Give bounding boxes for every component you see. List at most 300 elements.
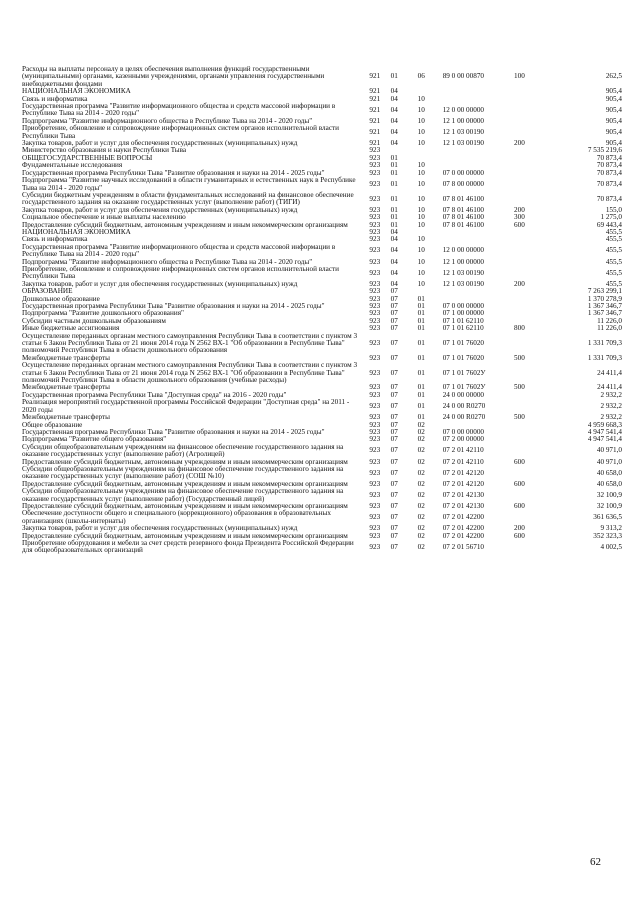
row-rz-code: 07 — [390, 294, 398, 303]
row-vr-code: 500 — [514, 413, 525, 422]
row-sum: 70 873,4 — [596, 153, 622, 162]
row-vr-code: 600 — [514, 531, 525, 540]
row-pr-code: 01 — [417, 383, 425, 392]
row-pr-code: 01 — [417, 390, 425, 399]
row-name: Подпрограмма "Развитие дошкольного образования" — [22, 309, 184, 318]
row-cs-code: 12 0 00 00000 — [442, 246, 485, 255]
row-gr-code: 923 — [369, 446, 381, 455]
row-sum: 40 658,0 — [596, 468, 622, 477]
row-pr-code: 01 — [417, 401, 425, 410]
row-sum: 155,0 — [605, 205, 622, 214]
row-rz-code: 07 — [390, 524, 398, 533]
row-name: Общее образование — [22, 420, 83, 429]
row-vr-code: 600 — [514, 501, 525, 510]
row-name: Осуществление переданных органам местного самоуправления Республики Тыва в соответствии с пунктом 3 статьи 6 Закон Республики Тыва от 21 июня 2014 года N 2562 ВХ-1 "Об образовании в Республике Тыва" полномочий Республики Тыва в области дошкольного образования (учебные расходы) — [22, 361, 358, 385]
row-gr-code: 923 — [369, 309, 381, 318]
row-name: Подпрограмма "Развитие научных исследований в области гуманитарных и естественных наук в Республике Тыва на 2014 - 2020 годы" — [22, 176, 356, 192]
row-gr-code: 923 — [369, 435, 381, 444]
row-cs-code: 07 2 01 42200 — [442, 524, 485, 533]
row-rz-code: 04 — [390, 257, 398, 266]
row-name: Субсидии общеобразовательным учреждениям на финансовое обеспечение государственного задания на оказание государственных услуг (выполнение работ) (Агролицей) — [22, 442, 344, 459]
table-row — [22, 488, 622, 503]
row-rz-code: 04 — [390, 94, 398, 103]
row-pr-code: 02 — [417, 468, 425, 477]
row-gr-code: 923 — [369, 427, 381, 436]
row-rz-code: 04 — [390, 279, 398, 288]
row-cs-code: 24 0 00 R0270 — [442, 401, 486, 410]
row-vr-code: 600 — [514, 457, 525, 466]
row-gr-code: 921 — [369, 94, 381, 103]
row-pr-code: 10 — [417, 127, 425, 136]
row-pr-code: 01 — [417, 316, 425, 325]
row-name: Подпрограмма "Развитие информационного общества в Республике Тыва на 2014 - 2020 годы" — [22, 257, 313, 266]
row-name: Субсидии частным дошкольным образованиям — [22, 316, 166, 325]
row-sum: 24 411,4 — [597, 368, 622, 377]
row-pr-code: 10 — [417, 105, 425, 114]
row-cs-code: 12 1 00 00000 — [442, 257, 485, 266]
row-cs-code: 07 2 01 42200 — [442, 531, 485, 540]
row-sum: 361 636,5 — [593, 513, 622, 522]
row-cs-code: 12 0 00 00000 — [442, 105, 485, 114]
row-name: Приобретение, обновление и сопровождение информационных систем органов исполнительной власти Республики Тыва — [22, 124, 340, 140]
row-cs-code: 07 2 01 56710 — [442, 542, 485, 551]
row-gr-code: 923 — [369, 413, 381, 422]
row-cs-code: 89 0 00 00870 — [442, 72, 485, 81]
row-pr-code: 10 — [417, 139, 425, 148]
row-cs-code: 07 2 01 42200 — [442, 513, 485, 522]
row-gr-code: 923 — [369, 179, 381, 188]
row-pr-code: 01 — [417, 309, 425, 318]
row-cs-code: 07 1 01 62110 — [442, 324, 484, 333]
row-sum: 455,5 — [605, 279, 622, 288]
row-name: Дошкольное образование — [22, 294, 100, 303]
row-cs-code: 12 1 03 00190 — [442, 279, 485, 288]
row-sum: 1 331 709,3 — [587, 353, 622, 362]
row-vr-code: 200 — [514, 524, 525, 533]
row-name: Приобретение оборудования и мебели за счет средств резервного фонда Президента Российской Федерации для общеобразовательных организаций — [22, 539, 354, 555]
row-sum: 7 263 299,1 — [587, 287, 622, 296]
row-gr-code: 923 — [369, 353, 381, 362]
row-name: Предоставление субсидий бюджетным, автономным учреждениям и иным некоммерческим организациям — [22, 457, 348, 466]
row-sum: 455,5 — [605, 246, 622, 255]
row-sum: 905,4 — [605, 139, 622, 148]
row-sum: 4 947 541,4 — [587, 427, 622, 436]
row-sum: 4 947 541,4 — [587, 435, 622, 444]
table-row — [22, 466, 622, 481]
row-rz-code: 07 — [390, 309, 398, 318]
row-rz-code: 01 — [390, 72, 398, 81]
row-gr-code: 923 — [369, 257, 381, 266]
row-pr-code: 10 — [417, 179, 425, 188]
row-cs-code: 07 2 01 42110 — [442, 457, 484, 466]
row-sum: 11 226,0 — [597, 324, 622, 333]
row-name: Фундаментальные исследования — [22, 161, 123, 170]
row-rz-code: 07 — [390, 479, 398, 488]
row-gr-code: 923 — [369, 501, 381, 510]
row-pr-code: 10 — [417, 235, 425, 244]
row-sum: 455,5 — [605, 235, 622, 244]
row-rz-code: 07 — [390, 324, 398, 333]
row-sum: 905,4 — [605, 127, 622, 136]
row-gr-code: 923 — [369, 390, 381, 399]
table-row — [22, 444, 622, 459]
row-vr-code: 300 — [514, 213, 525, 222]
row-sum: 4 959 668,3 — [587, 420, 622, 429]
row-name: Иные бюджетные ассигнования — [22, 324, 120, 333]
row-rz-code: 07 — [390, 420, 398, 429]
row-sum: 905,4 — [605, 94, 622, 103]
row-cs-code: 07 8 01 46100 — [442, 194, 485, 203]
row-rz-code: 07 — [390, 513, 398, 522]
row-cs-code: 12 1 03 00190 — [442, 127, 485, 136]
row-gr-code: 923 — [369, 383, 381, 392]
row-gr-code: 923 — [369, 220, 381, 229]
row-sum: 11 226,0 — [597, 316, 622, 325]
row-sum: 4 002,5 — [600, 542, 622, 551]
row-pr-code: 01 — [417, 324, 425, 333]
row-rz-code: 07 — [390, 390, 398, 399]
row-gr-code: 923 — [369, 302, 381, 310]
row-rz-code: 07 — [390, 383, 398, 392]
row-gr-code: 923 — [369, 246, 381, 255]
row-rz-code: 07 — [390, 413, 398, 422]
table-row — [22, 103, 622, 118]
row-pr-code: 02 — [417, 420, 425, 429]
row-cs-code: 07 1 01 62110 — [442, 316, 484, 325]
row-sum: 40 971,0 — [596, 457, 622, 466]
row-gr-code: 923 — [369, 153, 381, 162]
row-pr-code: 01 — [417, 294, 425, 303]
row-rz-code: 07 — [390, 368, 398, 377]
row-name: Связь и информатика — [22, 235, 88, 244]
row-name: Осуществление переданных органам местного самоуправления Республики Тыва в соответствии с пунктом 3 статьи 6 Закон Республики Тыва от 21 июня 2014 года N 2562 ВХ-1 "Об образовании в Республике Тыва" полномочий Республики Тыва в области дошкольного образования — [22, 331, 358, 355]
table-row — [22, 399, 622, 414]
row-name: Подпрограмма "Развитие общего образования" — [22, 435, 167, 444]
row-pr-code: 10 — [417, 116, 425, 125]
row-sum: 70 873,4 — [596, 194, 622, 203]
row-name: НАЦИОНАЛЬНАЯ ЭКОНОМИКА — [22, 227, 131, 236]
row-cs-code: 07 2 01 42130 — [442, 490, 485, 499]
row-cs-code: 12 1 00 00000 — [442, 116, 485, 125]
row-rz-code: 07 — [390, 427, 398, 436]
row-gr-code: 923 — [369, 279, 381, 288]
row-pr-code: 10 — [417, 213, 425, 222]
row-sum: 905,4 — [605, 105, 622, 114]
row-sum: 70 873,4 — [596, 168, 622, 177]
row-cs-code: 07 2 01 42120 — [442, 479, 485, 488]
table-row — [22, 192, 622, 207]
row-rz-code: 01 — [390, 194, 398, 203]
row-sum: 70 873,4 — [596, 161, 622, 170]
row-pr-code: 02 — [417, 531, 425, 540]
row-pr-code: 10 — [417, 220, 425, 229]
row-gr-code: 923 — [369, 401, 381, 410]
row-sum: 32 100,9 — [596, 490, 622, 499]
row-gr-code: 923 — [369, 146, 381, 155]
row-sum: 1 367 346,7 — [587, 302, 622, 310]
row-gr-code: 923 — [369, 524, 381, 533]
table-row — [22, 362, 622, 384]
row-sum: 40 658,0 — [596, 479, 622, 488]
row-rz-code: 07 — [390, 468, 398, 477]
row-gr-code: 923 — [369, 316, 381, 325]
row-rz-code: 07 — [390, 339, 398, 348]
row-name: Межбюджетные трансферты — [22, 383, 110, 392]
row-rz-code: 01 — [390, 161, 398, 170]
table-row — [22, 333, 622, 355]
row-sum: 455,5 — [605, 227, 622, 236]
row-cs-code: 07 0 00 00000 — [442, 427, 485, 436]
row-sum: 2 932,2 — [600, 413, 622, 422]
row-gr-code: 923 — [369, 490, 381, 499]
row-rz-code: 07 — [390, 316, 398, 325]
row-name: Социальное обеспечение и иные выплаты населению — [22, 213, 186, 222]
row-rz-code: 07 — [390, 446, 398, 455]
row-name: Государственная программа Республики Тыва "Доступная среда" на 2016 - 2020 годы" — [22, 390, 287, 399]
row-rz-code: 04 — [390, 139, 398, 148]
row-sum: 24 411,4 — [597, 383, 622, 392]
table-row — [22, 414, 622, 421]
row-cs-code: 07 1 01 7602У — [442, 368, 486, 377]
row-sum: 2 932,2 — [600, 401, 622, 410]
row-rz-code: 07 — [390, 490, 398, 499]
row-rz-code: 04 — [390, 268, 398, 277]
row-cs-code: 07 0 00 00000 — [442, 302, 485, 310]
row-pr-code: 01 — [417, 353, 425, 362]
row-name: Субсидии бюджетным учреждениям в области фундаментальных исследований на финансовое обеспечение государственного задания на оказание государственных услуг (выполнение работ) (ТИГИ) — [22, 190, 354, 207]
row-rz-code: 01 — [390, 205, 398, 214]
table-row — [22, 510, 622, 525]
row-name: Государственная программа Республики Тыва "Развитие образования и науки на 2014 - 2025 годы" — [22, 302, 325, 310]
row-vr-code: 500 — [514, 353, 525, 362]
row-pr-code: 02 — [417, 513, 425, 522]
row-gr-code: 921 — [369, 127, 381, 136]
row-gr-code: 923 — [369, 420, 381, 429]
row-gr-code: 923 — [369, 457, 381, 466]
table-row — [22, 88, 622, 95]
row-sum: 905,4 — [605, 87, 622, 96]
row-name: ОБЩЕГОСУДАРСТВЕННЫЕ ВОПРОСЫ — [22, 153, 153, 162]
row-rz-code: 04 — [390, 105, 398, 114]
row-name: ОБРАЗОВАНИЕ — [22, 287, 73, 296]
row-rz-code: 04 — [390, 227, 398, 236]
table-row — [22, 266, 622, 281]
row-pr-code: 02 — [417, 446, 425, 455]
row-sum: 455,5 — [605, 268, 622, 277]
row-pr-code: 02 — [417, 524, 425, 533]
row-pr-code: 02 — [417, 457, 425, 466]
row-sum: 2 932,2 — [600, 390, 622, 399]
row-name: НАЦИОНАЛЬНАЯ ЭКОНОМИКА — [22, 87, 131, 96]
row-pr-code: 06 — [417, 72, 425, 81]
row-pr-code: 01 — [417, 413, 425, 422]
row-rz-code: 07 — [390, 401, 398, 410]
row-gr-code: 921 — [369, 139, 381, 148]
row-pr-code: 10 — [417, 205, 425, 214]
row-gr-code: 923 — [369, 542, 381, 551]
row-sum: 262,5 — [605, 72, 622, 81]
row-name: Межбюджетные трансферты — [22, 353, 110, 362]
row-name: Предоставление субсидий бюджетным, автономным учреждениям и иным некоммерческим организациям — [22, 531, 348, 540]
row-gr-code: 923 — [369, 205, 381, 214]
row-sum: 69 443,4 — [596, 220, 622, 229]
row-name: Государственная программа "Развитие информационного общества и средств массовой информации в Республике Тыва на 2014 - 2020 годы" — [22, 242, 336, 259]
row-gr-code: 923 — [369, 339, 381, 348]
row-cs-code: 07 2 01 42130 — [442, 501, 485, 510]
row-rz-code: 01 — [390, 220, 398, 229]
table-row — [22, 177, 622, 192]
row-pr-code: 01 — [417, 339, 425, 348]
row-name: Министерство образования и науки Республики Тыва — [22, 146, 187, 155]
row-name: Закупка товаров, работ и услуг для обеспечения государственных (муниципальных) нужд — [22, 524, 298, 533]
row-pr-code: 10 — [417, 257, 425, 266]
row-rz-code: 07 — [390, 531, 398, 540]
row-cs-code: 07 1 01 7602У — [442, 383, 486, 392]
row-vr-code: 100 — [514, 72, 525, 81]
row-pr-code: 10 — [417, 194, 425, 203]
row-pr-code: 02 — [417, 479, 425, 488]
row-name: Подпрограмма "Развитие информационного общества в Республике Тыва на 2014 - 2020 годы" — [22, 116, 313, 125]
row-name: Субсидии общеобразовательным учреждениям на финансовое обеспечение государственного задания на оказание государственных услуг (выполнение работ) (СОШ №10) — [22, 464, 344, 481]
row-rz-code: 04 — [390, 235, 398, 244]
row-gr-code: 921 — [369, 72, 381, 81]
row-pr-code: 02 — [417, 490, 425, 499]
row-pr-code: 10 — [417, 161, 425, 170]
row-vr-code: 200 — [514, 279, 525, 288]
row-gr-code: 923 — [369, 513, 381, 522]
table-row — [22, 244, 622, 259]
row-pr-code: 02 — [417, 435, 425, 444]
row-name: Государственная программа Республики Тыва "Развитие образования и науки на 2014 - 2025 годы" — [22, 427, 325, 436]
row-cs-code: 07 2 01 42110 — [442, 446, 484, 455]
row-name: Предоставление субсидий бюджетным, автономным учреждениям и иным некоммерческим организациям — [22, 479, 348, 488]
row-rz-code: 07 — [390, 542, 398, 551]
row-rz-code: 07 — [390, 457, 398, 466]
row-sum: 9 313,2 — [600, 524, 622, 533]
row-name: Закупка товаров, работ и услуг для обеспечения государственных (муниципальных) нужд — [22, 205, 298, 214]
row-sum: 32 100,9 — [596, 501, 622, 510]
row-sum: 1 367 346,7 — [587, 309, 622, 318]
row-pr-code: 10 — [417, 168, 425, 177]
row-pr-code: 10 — [417, 279, 425, 288]
row-pr-code: 10 — [417, 94, 425, 103]
row-pr-code: 10 — [417, 268, 425, 277]
row-pr-code: 02 — [417, 501, 425, 510]
row-gr-code: 923 — [369, 168, 381, 177]
row-cs-code: 24 0 00 00000 — [442, 390, 485, 399]
row-sum: 1 370 278,9 — [587, 294, 622, 303]
row-cs-code: 24 0 00 R0270 — [442, 413, 486, 422]
row-cs-code: 07 1 01 76020 — [442, 353, 485, 362]
row-gr-code: 923 — [369, 294, 381, 303]
row-name: Обеспечение доступности общего и специального (коррекционного) образования в образовательных организациях (школы-интернаты) — [22, 509, 331, 525]
row-rz-code: 04 — [390, 87, 398, 96]
row-name: Предоставление субсидий бюджетным, автономным учреждениям и иным некоммерческим организациям — [22, 220, 348, 229]
row-gr-code: 923 — [369, 468, 381, 477]
table-row — [22, 281, 622, 288]
row-name: Государственная программа Республики Тыва "Развитие образования и науки на 2014 - 2025 годы" — [22, 168, 325, 177]
row-cs-code: 12 1 03 00190 — [442, 268, 485, 277]
row-gr-code: 923 — [369, 161, 381, 170]
row-gr-code: 921 — [369, 116, 381, 125]
row-rz-code: 04 — [390, 116, 398, 125]
row-vr-code: 500 — [514, 383, 525, 392]
row-sum: 70 873,4 — [596, 179, 622, 188]
row-cs-code: 07 8 01 46100 — [442, 220, 485, 229]
row-cs-code: 07 2 00 00000 — [442, 435, 485, 444]
row-pr-code: 02 — [417, 427, 425, 436]
row-vr-code: 800 — [514, 324, 525, 333]
row-vr-code: 600 — [514, 479, 525, 488]
row-cs-code: 07 1 00 00000 — [442, 309, 485, 318]
row-rz-code: 04 — [390, 127, 398, 136]
row-name: Приобретение, обновление и сопровождение информационных систем органов исполнительной власти Республики Тыва — [22, 264, 340, 281]
row-pr-code: 01 — [417, 302, 425, 310]
row-gr-code: 923 — [369, 479, 381, 488]
row-pr-code: 02 — [417, 542, 425, 551]
row-sum: 1 331 709,3 — [587, 339, 622, 348]
row-gr-code: 923 — [369, 268, 381, 277]
row-cs-code: 07 1 01 76020 — [442, 339, 485, 348]
row-pr-code: 10 — [417, 246, 425, 255]
budget-table — [22, 66, 622, 555]
row-gr-code: 923 — [369, 287, 381, 296]
row-name: Закупка товаров, работ и услуг для обеспечения государственных (муниципальных) нужд — [22, 139, 298, 148]
row-gr-code: 921 — [369, 105, 381, 114]
row-gr-code: 923 — [369, 194, 381, 203]
row-rz-code: 07 — [390, 435, 398, 444]
row-cs-code: 07 8 01 46100 — [442, 205, 485, 214]
row-name: Закупка товаров, работ и услуг для обеспечения государственных (муниципальных) нужд — [22, 279, 298, 288]
row-cs-code: 07 2 01 42120 — [442, 468, 485, 477]
table-row — [22, 288, 622, 295]
row-name: Государственная программа "Развитие информационного общества и средств массовой информации в Республике Тыва на 2014 - 2020 годы" — [22, 102, 336, 118]
row-name: Предоставление субсидий бюджетным, автономным учреждениям и иным некоммерческим организациям — [22, 501, 348, 510]
row-name: Субсидии общеобразовательным учреждениям на финансовое обеспечение государственного задания на оказание государственных услуг (выполнение работ) (Государственный лицей) — [22, 487, 344, 503]
row-vr-code: 200 — [514, 139, 525, 148]
table-row — [22, 229, 622, 236]
row-rz-code: 07 — [390, 302, 398, 310]
row-rz-code: 04 — [390, 246, 398, 255]
table-row — [22, 66, 622, 88]
row-cs-code: 12 1 03 00190 — [442, 139, 485, 148]
row-gr-code: 923 — [369, 213, 381, 222]
page-number: 62 — [590, 856, 601, 868]
row-gr-code: 923 — [369, 368, 381, 377]
row-pr-code: 01 — [417, 368, 425, 377]
row-sum: 455,5 — [605, 257, 622, 266]
row-gr-code: 923 — [369, 227, 381, 236]
row-vr-code: 200 — [514, 205, 525, 214]
row-rz-code: 01 — [390, 153, 398, 162]
row-sum: 905,4 — [605, 116, 622, 125]
row-rz-code: 07 — [390, 287, 398, 296]
row-gr-code: 921 — [369, 87, 381, 96]
row-rz-code: 01 — [390, 168, 398, 177]
row-rz-code: 01 — [390, 179, 398, 188]
row-cs-code: 07 8 01 46100 — [442, 213, 485, 222]
row-gr-code: 923 — [369, 324, 381, 333]
row-rz-code: 07 — [390, 353, 398, 362]
row-name: Связь и информатика — [22, 94, 88, 103]
row-cs-code: 07 0 00 00000 — [442, 168, 485, 177]
row-rz-code: 01 — [390, 213, 398, 222]
row-sum: 40 971,0 — [596, 446, 622, 455]
row-sum: 7 535 219,6 — [587, 146, 622, 155]
row-name: Расходы на выплаты персоналу в целях обеспечения выполнения функций государственными (муниципальными) органами, казенными учреждениями, органами управления государственными внебюджетными фондами — [22, 65, 325, 88]
row-sum: 352 323,3 — [593, 531, 622, 540]
row-gr-code: 923 — [369, 235, 381, 244]
